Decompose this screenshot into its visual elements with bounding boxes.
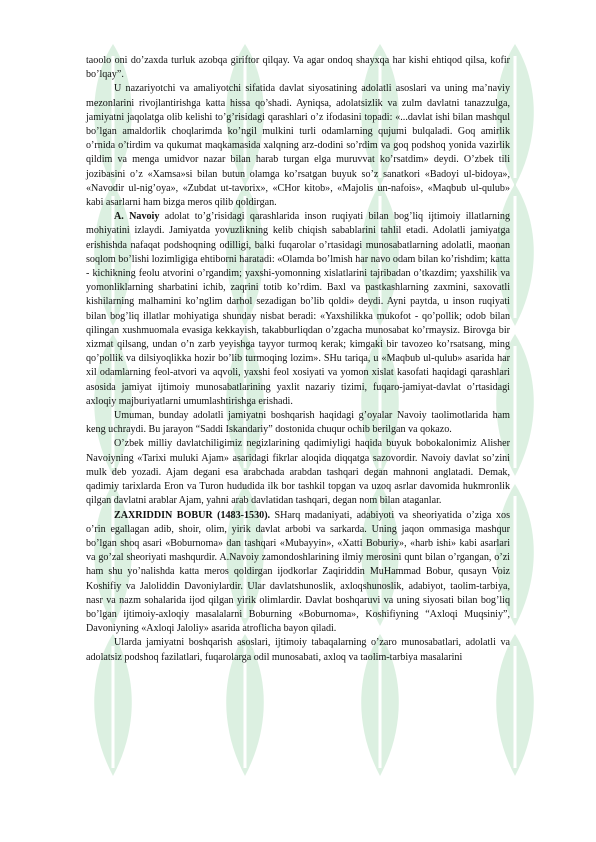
paragraph [86,509,510,637]
paragraph-text: adolat to’g’risidagi qarashlarida inson ruqiyati bilan bog’liq ijtimoiy illatlarning mohiyatini izlaydi. Jamiyatda yovuzlikning kelib chiqish sabablarini tahlil etadi. Adolatli jamiyatga erishishda nafaqat podshoqning odilligi, balki fuqarolar o’rtasidagi munosabatlarning adolatli, maonan soqlom bo’lishi lozimligiga ehtiborni haratadi: «Olamda bo’lmish har navo odam bilan ko’rishdim; katta - kichikning feolu atvorini o’rgandim; yaxshi-yomonning xislatlarini tajribadan o’tkazdim; yaxshilik va yomonliklarning sharbatini ichib, zaqrini totib ko’rdim. Baxl va pastkashlarning zaxmini, saxovatli kishilarning malhamini ko’nglim darhol sezadigan bo’lib qoldi» deydi. Ayni paytda, u inson ruqiyati bilan bog’liq illatlar mohiyatiga shunday nisbat beradi: «Yaxshilikka mukofot - qo’pollik; odob bilan qilingan xushmuomala evasiga kekkayish, takabburliqdan o’zgacha munosabat ko’rmaysiz. Birovga bir xizmat qilsang, undan o’n zarb yeyishga tayyor turmoq kerak; kimgaki bir tavozeo ko’rsatsang, ming qo’pollik va dilsiyoqlikka hozir bo’lib turmoqing lozim». SHu tariqa, u «Maqbub ul-qulub» asarida har xil odamlarning feol-atvori va aqvoli, yaxshi feol xosiyati va yomon xislat kasofati haqidagi qarashlari asosida jamiyat ijtimoiy munosabatlarining yaxlit nazariy tizimi, fuqaro-jamiyat-davlat o’rtasidagi axloqiy majburiyatlarni umumlashtirishga erishadi. [86,211,510,407]
paragraph-text: O’zbek milliy davlatchiligimiz negizlarining qadimiyligi haqida buyuk bobokalonimiz Alisher Navoiyning «Tarixi muluki Ajam» asaridagi fikrlar aloqida diqqatga sazovordir. Navoiy davlat so’zini mulk deb yozadi. Ajam degani esa arabchada arabdan tashqari degan mahnoni anglatadi. Demak, qadimiy tarixlarda Eron va Turon hududida ilk bor tashkil topgan va uzoq asrlar davomida hukmronlik qilgan davlatni arablar Ajam, yahni arab davlatidan tashqari, degan nom bilan ataganlar. [86,438,510,507]
paragraph-lead: A. Navoiy [114,211,160,223]
paragraph-text: SHarq madaniyati, adabiyoti va sheoriyatida o’ziga xos o’rin egallagan adib, shoir, olim, yirik davlat arbobi va sarkarda. Uning jaqon ommasiga mashqur bo’lgan shoq asari «Boburnoma» dan tashqari «Mubayyin», «Xatti Boburiy», «harb ishi» kabi asarlari va go’zal sheoriyati mashqurdir. A.Navoiy zamondoshlarining ilmiy merosini qunt bilan o’rgangan, o’zi ham shu yo’nalishda katta meros qoldirgan ijodkorlar Zaqiriddin MuHammad Bobur, qusayn Voiz Koshifiy va Jaloliddin Davoniylardir. Ular davlatshunoslik, axloqshunoslik, adabiyot, taolim-tarbiya, nasr va nazm sohalarida ijod qilgan yirik olimlardir. Davlat boshqaruvi va uning siyosati bilan bog’liq bo’lgan ijtimoiy-axloqiy masalalarni Boburning «Boburnoma», Koshifiyning “Axloqi Muqsiniy”, Davoniyning «Axloqi Jaloliy» asarida atroflicha bayon qiladi. [86,509,511,635]
paragraph-lead: ZAXRIDDIN BOBUR (1483-1530). [114,509,271,521]
paragraph [86,82,510,210]
paragraph [86,636,510,664]
paragraph [86,409,510,437]
paragraph-text: taoolo oni do’zaxda turluk azobqa giriftor qilqay. Va agar ondoq shayxqa har kishi ehtiqod qilsa, kofir bo’lqay”. [86,55,510,81]
paragraph-text: Umuman, bunday adolatli jamiyatni boshqarish haqidagi g’oyalar Navoiy taolimotlarida ham keng uchraydi. Bu jarayon “Saddi Iskandariy” dostonida chuqur ochib berilgan va qokazo. [86,410,510,436]
paragraph-text: Ularda jamiyatni boshqarish asoslari, ijtimoiy tabaqalarning o’zaro munosabatlari, adolatli va adolatsiz podshoq fazilatlari, fuqarolarga odil munosabati, axloq va taolim-tarbiya masalarini [86,637,510,663]
paragraph [86,54,510,82]
paragraph-text: U nazariyotchi va amaliyotchi sifatida davlat siyosatining adolatli asoslari va uning ma’naviy mezonlarini rivojlantirishga katta hissa qo’shadi. Ayniqsa, adolatsizlik va zulm davlatni tanazzulga, jamiyatni jaqolatga olib kelishi to’g’risidagi qarashlari o’z ifodasini topadi: «...davlat ishi bilan mashqul bo’lgan amaldorlik choqlarimda ko’ngil mulkini turli odamlarning qujumi bulqaladi. Goq amirlik o’rnida o’tirdim va qukumat maqkamasida xalqning arz-dodini so’rdim va goq podshoq yonida vazirlik qildim va menga umidvor nazar bilan harab turgan elga muruvvat ko’rsatdim» deydi. O’zbek tili jozibasini o’z «Xamsa»si bilan butun olamga ko’rsatgan buyuk so’z sanatkori «Badoyi ul-bidoya», «Navodir ul-nig’oya», «Zubdat ut-tavorix», «CHor kitob», «Majolis un-nafois», «Maqbub ul-qulub» kabi asarlarni ham bizga meros qilib qoldirgan. [86,83,510,209]
paragraph [86,437,510,508]
paragraph [86,210,510,409]
document-page [86,54,510,665]
